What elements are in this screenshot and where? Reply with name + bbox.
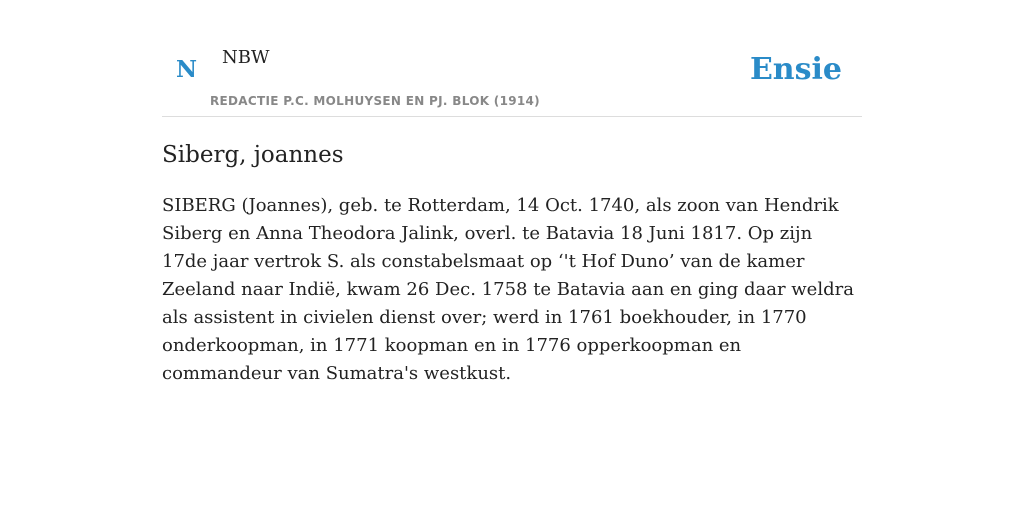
nbw-logo-icon[interactable]: N xyxy=(176,56,198,83)
site-name[interactable]: NBW xyxy=(222,47,270,68)
ensie-brand-logo[interactable]: Ensie xyxy=(749,52,842,87)
article-body: SIBERG (Joannes), geb. te Rotterdam, 14 Oct. 1740, als zoon van Hendrik Siberg en Anna Theodora Jalink, overl. te Batavia 18 Juni 1817. Op zijn 17de jaar vertrok S. als constabelsmaat op ‘'t Hof Duno’ van de kamer Zeeland naar Indië, kwam 26 Dec. 1758 te Batavia aan en ging daar weldra als assistent in civielen dienst over; werd in 1761 boekhouder, in 1770 onderkoopman, in 1771 koopman en in 1776 opperkoopman en commandeur van Sumatra's westkust. xyxy=(162,195,854,384)
article-title: Siberg, joannes xyxy=(162,142,344,168)
page-header xyxy=(162,0,862,117)
editors-subtitle: REDACTIE P.C. MOLHUYSEN EN PJ. BLOK (1914) xyxy=(210,94,540,108)
